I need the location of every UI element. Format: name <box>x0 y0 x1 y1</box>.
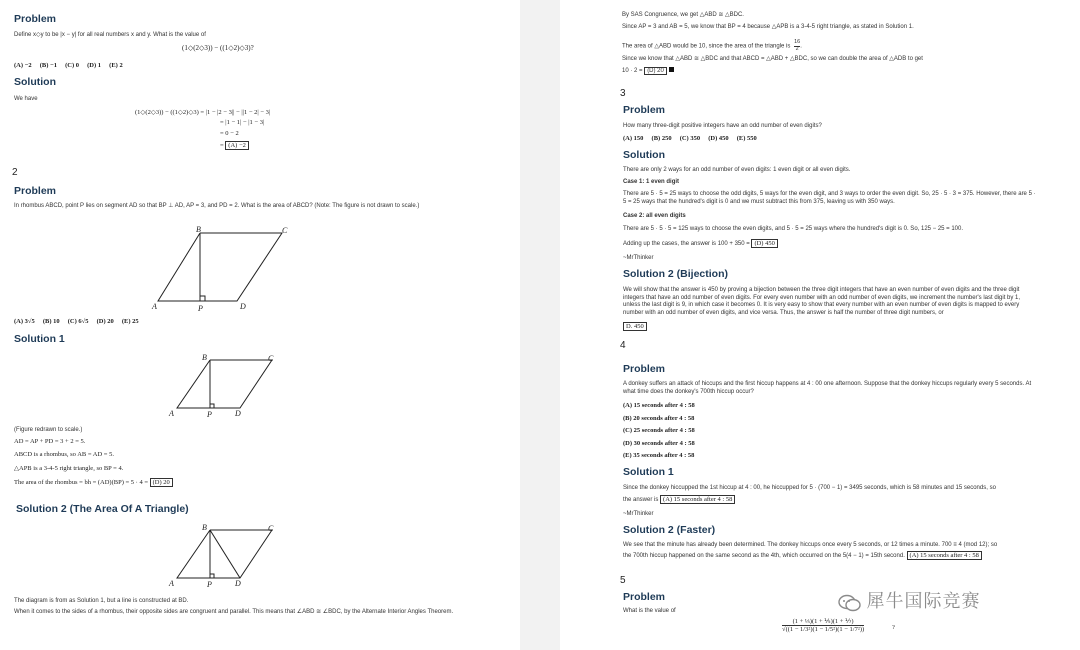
choice: (B) −1 <box>39 62 57 69</box>
p3-sum-text: Adding up the cases, the answer is 100 + 350 = <box>623 241 750 247</box>
p2-solution2-heading: Solution 2 (The Area Of A Triangle) <box>16 503 189 515</box>
p3-case1-title: Case 1: 1 even digit <box>623 179 680 185</box>
label-c: C <box>282 226 288 235</box>
rhombus-figure-1 <box>150 225 295 313</box>
choice: (B) 10 <box>42 318 60 325</box>
qed-mark <box>669 67 674 72</box>
frac-den: 2 <box>795 45 799 52</box>
diagonal-bd <box>210 530 240 578</box>
p3-heading: Problem <box>623 104 666 116</box>
p2-sol1-line-2: ABCD is a rhombus, so AB = AD = 5. <box>14 451 114 458</box>
label-c: C <box>268 524 274 533</box>
p1-line-2: = |1 − 1| − |1 − 3| <box>220 119 265 126</box>
label-a: A <box>152 302 157 311</box>
label-d: D <box>235 409 241 418</box>
p4-sol2-text: We see that the minute has already been determined. The donkey hiccups once every 5 seconds, or 12 times a minute. 700 ≡ 4 (mod 12); so <box>623 542 998 548</box>
p4-number: 4 <box>620 340 626 351</box>
p1-line-3: = 0 − 2 <box>220 130 239 137</box>
p3-sum-line <box>623 240 778 249</box>
p2-sol2-note: The diagram is from as Solution 1, but a line is constructed at BD. <box>14 598 189 604</box>
p1-statement: Define x◇y to be |x − y| for all real numbers x and y. What is the value of <box>14 32 206 38</box>
p2-sol1-line-1: AD = AP + PD = 3 + 2 = 5. <box>14 438 86 445</box>
label-d: D <box>235 579 241 588</box>
p4-sol1-tail: the answer is <box>623 497 659 503</box>
p2-statement: In rhombus ABCD, point P lies on segment AD so that BP ⊥ AD, AP = 3, and PD = 2. What is the area of ABCD? (Note: The figure is not drawn to scale.) <box>14 203 420 209</box>
p1-choices <box>14 62 123 69</box>
choice: (A) 3√5 <box>14 318 35 325</box>
p1-answer: (A) −2 <box>225 141 249 150</box>
p2-cont-line3: The area of △ABD would be 10, since the area of the triangle is $\frac{16}{2}$ . <box>622 39 802 52</box>
rhombus-outline <box>158 233 282 301</box>
p1-we-have: We have <box>14 96 38 102</box>
fraction <box>794 40 800 52</box>
p3-choices <box>623 135 757 142</box>
p4-sol1-heading: Solution 1 <box>623 466 674 478</box>
right-angle-mark <box>200 296 205 301</box>
p2-redrawn: (Figure redrawn to scale.) <box>14 427 83 433</box>
choice: (E) 2 <box>109 62 123 69</box>
p5-numerator: (1 + ⅓)(1 + ⅕)(1 + ⅐) <box>782 618 864 626</box>
p3-case2-text: There are 5 · 5 · 5 = 125 ways to choose the even digits, and 5 · 5 = 25 ways where the hundred's digit is 0. So, 125 − 25 = 100. <box>623 226 964 232</box>
label-b: B <box>196 225 201 234</box>
p4-choice-b: (B) 20 seconds after 4 : 58 <box>623 415 695 422</box>
label-c: C <box>268 354 274 363</box>
p3-bij-answer: D. 450 <box>623 322 647 331</box>
label-b: B <box>202 353 207 362</box>
p3-bij-text: We will show that the answer is 450 by proving a bijection between the three digit integers that have an even number of even digits and the three digit integers that have an odd number of even digits. For every even number with an odd number of even digits, we increment the number's last digit by 1, unless the last digit is 9, in which case it becomes 0. It is very easy to show that every number with an even number of even digits is mapped to every number with an odd number of even digits, and vice versa. Thus, the answer is half the number of three digit numbers, or <box>623 287 1021 316</box>
p5-expression <box>782 618 864 633</box>
p2-cont-answer: (D) 20 <box>644 67 667 75</box>
choice: (C) 6√5 <box>67 318 89 325</box>
choice: (C) 0 <box>65 62 80 69</box>
frac-num: 16 <box>794 39 801 45</box>
p2-area-text: The area of the rhombus = bh = (AD)(BP) = 5 · 4 = <box>14 479 148 486</box>
p3-case2-title: Case 2: all even digits <box>623 213 686 219</box>
p2-choices <box>14 318 139 325</box>
choice: (A) 150 <box>623 135 644 142</box>
choice: (D) 450 <box>708 135 729 142</box>
p4-sol1-text: Since the donkey hiccupped the 1st hiccup at 4 : 00, he hiccupped for 5 · (700 − 1) = 3495 seconds, which is 58 minutes and 15 seconds, so <box>623 485 996 491</box>
p1-expression: (1◇(2◇3)) − ((1◇2)◇3)? <box>182 44 254 52</box>
right-angle-mark <box>210 574 214 578</box>
watermark <box>838 587 980 613</box>
rhombus-figure-3 <box>165 520 285 592</box>
label-p: P <box>207 410 212 419</box>
p3-number: 3 <box>620 88 626 99</box>
label-p: P <box>198 304 203 313</box>
p4-sol2-heading: Solution 2 (Faster) <box>623 524 716 536</box>
label-b: B <box>202 523 207 532</box>
p3-bij-answer-line <box>623 323 647 330</box>
label-a: A <box>169 579 174 588</box>
p5-denominator: √((1 − 1/3²)(1 − 1/5²)(1 − 1/7²)) <box>782 626 865 634</box>
choice: (E) 550 <box>736 135 757 142</box>
p2-cont-line4: Since we know that △ABD ≅ △BDC and that ABCD = △ABD + △BDC, so we can double the area of △ADB to get <box>622 56 923 62</box>
right-page <box>560 0 1080 650</box>
p3-bij-heading: Solution 2 (Bijection) <box>623 268 728 280</box>
p2-area-line <box>14 479 173 486</box>
p4-sol1-answer: (A) 15 seconds after 4 : 58 <box>660 495 735 504</box>
p4-heading: Problem <box>623 363 666 375</box>
p5-qmark: ? <box>892 624 895 631</box>
watermark-text: 犀牛国际竞赛 <box>866 591 981 611</box>
p4-choice-e: (E) 35 seconds after 4 : 58 <box>623 452 695 459</box>
p1-answer-line: = (A) −2 <box>220 142 249 149</box>
left-page <box>0 0 520 650</box>
choice: (D) 1 <box>87 62 102 69</box>
rhombus-outline <box>177 360 272 408</box>
p2-cont-line2: Since AP = 3 and AB = 5, we know that BP = 4 because △APB is a 3-4-5 right triangle, as stated in Solution 1. <box>622 24 914 30</box>
p1-solution-heading: Solution <box>14 76 56 88</box>
choice: (E) 25 <box>121 318 139 325</box>
p2-number: 2 <box>12 167 18 178</box>
p4-statement: A donkey suffers an attack of hiccups and the first hiccup happens at 4 : 00 one afternoon. Suppose that the donkey hiccups regularly every 5 seconds. At what time does the donkey's 700th hiccup occur? <box>623 381 1032 395</box>
p5-heading: Problem <box>623 591 666 603</box>
right-angle-mark <box>210 404 214 408</box>
rhombus-figure-2 <box>165 350 285 422</box>
p4-sol2-tail: the 700th hiccup happened on the same second as the 4th, which occurred on the 5(4 − 1) = 15th second. <box>623 553 905 559</box>
p5-statement: What is the value of <box>623 608 676 614</box>
p3-statement: How many three-digit positive integers have an odd number of even digits? <box>623 123 822 129</box>
p4-choice-d: (D) 30 seconds after 4 : 58 <box>623 440 695 447</box>
p2-heading: Problem <box>14 185 57 197</box>
p4-author: ~MrThinker <box>623 511 654 517</box>
p4-choice-a: (A) 15 seconds after 4 : 58 <box>623 402 695 409</box>
p1-heading: Problem <box>14 13 57 25</box>
p2-cont-line1: By SAS Congruence, we get △ABD ≅ △BDC. <box>622 12 744 18</box>
p2-area-answer: (D) 20 <box>150 478 173 487</box>
p2-sol1-line-3: △APB is a 3-4-5 right triangle, so BP = 4. <box>14 465 124 472</box>
label-d: D <box>240 302 246 311</box>
p3-case1-text: There are 5 · 5 = 25 ways to choose the odd digits, 5 ways for the even digit, and 3 ways to order the even digit. So, 25 · 5 · 3 = 375. However, there are 5 · 5 = 25 ways that the hundred's digit is 0 and we must subtract this from 375, leaving us with 350 ways. <box>623 191 1036 205</box>
choice: (B) 250 <box>651 135 672 142</box>
label-p: P <box>207 580 212 589</box>
p5-number: 5 <box>620 575 626 586</box>
p1-line-1: (1◇(2◇3)) − ((1◇2)◇3) = |1 − |2 − 3|| − ||1 − 2| − 3| <box>135 109 271 116</box>
choice: (C) 350 <box>679 135 701 142</box>
wechat-icon <box>838 593 862 613</box>
p3-intro: There are only 2 ways for an odd number of even digits: 1 even digit or all even digits. <box>623 167 851 173</box>
p4-sol1-answer-line <box>623 496 735 505</box>
line5-text: 10 · 2 = <box>622 68 643 74</box>
p2-solution1-heading: Solution 1 <box>14 333 65 345</box>
p3-sum-answer: (D) 450 <box>751 239 777 248</box>
p3-solution-heading: Solution <box>623 149 665 161</box>
p2-cont-line5 <box>622 67 674 76</box>
p4-choice-c: (C) 25 seconds after 4 : 58 <box>623 427 695 434</box>
p4-sol2-answer: (A) 15 seconds after 4 : 58 <box>907 551 982 560</box>
line3-text: The area of △ABD would be 10, since the area of the triangle is <box>622 43 791 50</box>
choice: (A) −2 <box>14 62 32 69</box>
p3-author: ~MrThinker <box>623 255 654 261</box>
choice: (D) 20 <box>96 318 114 325</box>
p4-sol2-answer-line <box>623 552 982 561</box>
label-a: A <box>169 409 174 418</box>
p2-sol2-text: When it comes to the sides of a rhombus, their opposite sides are congruent and parallel. This means that ∠ABD ≅ ∠BDC, by the Alternate Interior Angles Theorem. <box>14 609 454 615</box>
